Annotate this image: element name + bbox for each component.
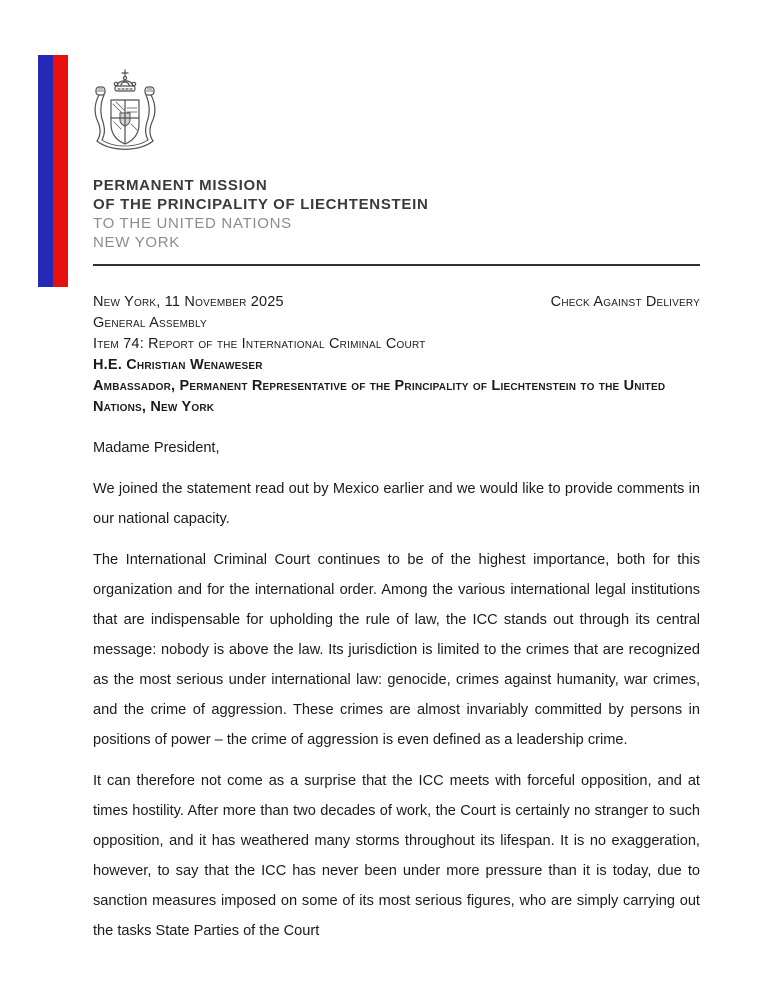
salutation: Madame President,	[93, 440, 220, 456]
flag-stripe	[38, 55, 68, 287]
letterhead	[93, 176, 429, 252]
agenda-item: Item 74: Report of the International Criminal Court	[93, 336, 426, 352]
flag-stripe-red	[53, 55, 68, 287]
letterhead-divider	[93, 264, 700, 266]
meeting-body: General Assembly	[93, 315, 207, 331]
check-against-delivery-note: Check Against Delivery	[550, 294, 700, 310]
speaker-name: H.E. Christian Wenaweser	[93, 357, 263, 373]
dateline-row	[93, 292, 700, 313]
flag-stripe-blue	[38, 55, 53, 287]
statement-header	[93, 292, 700, 418]
speaker-title: Ambassador, Permanent Representative of the Principality of Liechtenstein to the United Nations, New York	[93, 378, 666, 415]
liechtenstein-coat-of-arms-icon	[86, 68, 164, 162]
paragraph: It can therefore not come as a surprise that the ICC meets with forceful opposition, and at times hostility. After more than two decades of work, the Court is certainly no stranger to such opposition, and it has weathered many storms throughout its lifespan. It is no exaggeration, however, to say that the ICC has never been under more pressure than it is today, due to sanction measures imposed on some of its most serious figures, who are simply carrying out the tasks State Parties of the Court	[93, 773, 700, 939]
paragraph: We joined the statement read out by Mexico earlier and we would like to provide comments in our national capacity.	[93, 481, 700, 527]
statement-body	[93, 433, 700, 957]
paragraph: The International Criminal Court continues to be of the highest importance, both for this organization and for the international order. Among the various international legal institutions that are indispensable for upholding the rule of law, the ICC stands out through its central message: nobody is above the law. Its jurisdiction is limited to the crimes that are recognized as the most serious under international law: genocide, crimes against humanity, war crimes, and the crime of aggression. These crimes are almost invariably committed by persons in positions of power – the crime of aggression is even defined as a leadership crime.	[93, 552, 700, 748]
letterhead-line-4: NEW YORK	[93, 234, 181, 251]
letterhead-line-2: OF THE PRINCIPALITY OF LIECHTENSTEIN	[93, 196, 429, 213]
letterhead-line-3: TO THE UNITED NATIONS	[93, 215, 292, 232]
dateline: New York, 11 November 2025	[93, 294, 284, 310]
letterhead-line-1: PERMANENT MISSION	[93, 177, 268, 194]
